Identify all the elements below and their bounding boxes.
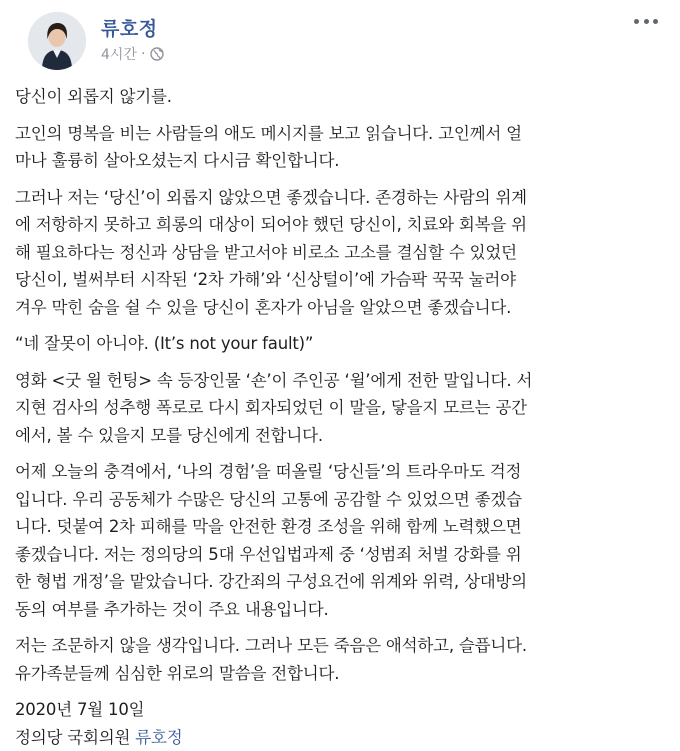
- paragraph-line: 그러나 저는 ‘당신’이 외롭지 않았으면 좋겠습니다. 존경하는 사람의 위계: [15, 184, 670, 212]
- quote-paragraph: [15, 330, 670, 358]
- paragraph-line: 저는 조문하지 않을 생각입니다. 그러나 모든 죽음은 애석하고, 슬픕니다.: [15, 632, 670, 660]
- paragraph-5: [15, 632, 670, 687]
- paragraph-4: [15, 458, 670, 623]
- author-name[interactable]: 류호정: [101, 14, 158, 41]
- paragraph-line: 해 필요하다는 정신과 상담을 받고서야 비로소 고소를 결심할 수 있었던: [15, 239, 670, 267]
- paragraph-line: 입니다. 우리 공동체가 수많은 당신의 고통에 공감할 수 있었으면 좋겠습: [15, 486, 670, 514]
- post-title: [15, 83, 670, 111]
- paragraph-line: 마나 훌륭히 살아오셨는지 다시금 확인합니다.: [15, 147, 670, 175]
- paragraph-line: 당신이, 벌써부터 시작된 ‘2차 가해’와 ‘신상털이’에 가슴팍 꾹꾹 눌러야: [15, 266, 670, 294]
- post-title-text: 당신이 외롭지 않기를.: [15, 83, 670, 111]
- paragraph-line: 지현 검사의 성추행 폭로로 다시 회자되었던 이 말을, 닿을지 모르는 공간: [15, 394, 670, 422]
- paragraph-line: 한 형법 개정’을 맡았습니다. 강간죄의 구성요건에 위계와 위력, 상대방의: [15, 568, 670, 596]
- quote-text: “네 잘못이 아니야. (It’s not your fault)”: [15, 330, 670, 358]
- paragraph-line: 에 저항하지 못하고 희롱의 대상이 되어야 했던 당신이, 치료와 회복을 위: [15, 211, 670, 239]
- signature-prefix: 정의당 국회의원: [15, 728, 130, 747]
- paragraph-line: 어제 오늘의 충격에서, ‘나의 경험’을 떠올릴 ‘당신들’의 트라우마도 걱정: [15, 458, 670, 486]
- paragraph-2: [15, 184, 670, 322]
- paragraph-line: 겨우 막힌 숨을 쉴 수 있을 당신이 혼자가 아님을 알았으면 좋겠습니다.: [15, 294, 670, 322]
- paragraph-3: [15, 367, 670, 450]
- paragraph-line: 동의 여부를 추가하는 것이 주요 내용입니다.: [15, 596, 670, 624]
- post-signature: [15, 696, 670, 751]
- paragraph-line: 에서, 볼 수 있을지 모를 당신에게 전합니다.: [15, 422, 670, 450]
- paragraph-line: 좋겠습니다. 저는 정의당의 5대 우선입법과제 중 ‘성범죄 처벌 강화를 위: [15, 541, 670, 569]
- paragraph-1: [15, 120, 670, 175]
- post-timestamp[interactable]: 4시간: [101, 44, 137, 64]
- globe-icon[interactable]: [150, 47, 164, 61]
- post-meta: [101, 44, 164, 64]
- more-options-icon[interactable]: [634, 14, 658, 28]
- post-header: [15, 0, 668, 84]
- paragraph-line: 니다. 덧붙여 2차 피해를 막을 안전한 환경 조성을 위해 함께 노력했으면: [15, 513, 670, 541]
- post-date: 2020년 7월 10일: [15, 696, 670, 724]
- paragraph-line: 유가족분들께 심심한 위로의 말씀을 전합니다.: [15, 660, 670, 688]
- post-body: [15, 83, 670, 751]
- avatar[interactable]: [28, 12, 86, 70]
- paragraph-line: 고인의 명복을 비는 사람들의 애도 메시지를 보고 읽습니다. 고인께서 얼: [15, 120, 670, 148]
- paragraph-line: 영화 <굿 윌 헌팅> 속 등장인물 ‘숀’이 주인공 ‘윌’에게 전한 말입니다. 서: [15, 367, 670, 395]
- meta-separator: ·: [141, 46, 145, 62]
- signature-tag-link[interactable]: 류호정: [135, 728, 182, 747]
